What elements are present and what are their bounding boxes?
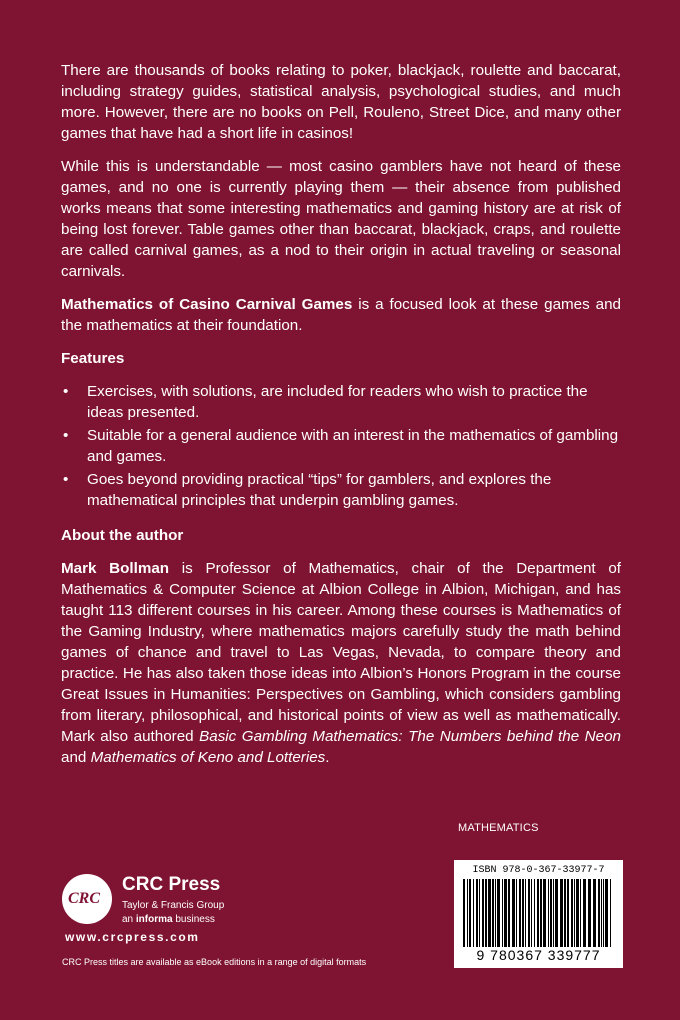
intro-paragraph-3-text: is a focused look at these games and the mathematics at their foundation. xyxy=(61,296,621,334)
isbn-label: ISBN 978-0-367-33977-7 xyxy=(472,865,605,876)
ebook-note: CRC Press titles are available as eBook editions in a range of digital formats xyxy=(62,957,367,967)
author-bio-text: is Professor of Mathematics, chair of the Department of Mathematics & Computer Science at Albion College in Albion, Michigan, and has taught 113 different courses in his career. Among these courses is Mathematics of the Gaming Industry, where mathematics majors carefully study the math behind games of chance and travel to Las Vegas, Nevada, to compare theory and practice. He has also taken those ideas into Albion’s Honors Program in the course Great Issues in Humanities: Perspectives on Gambling, which considers gambling from literary, philosophical, and historical points of view as well as mathematically. Mark also authored xyxy=(61,560,622,745)
isbn-digits: 9 780367 339777 xyxy=(476,947,601,963)
crc-logo-text: CRC xyxy=(68,890,101,907)
intro-paragraph-2: While this is understandable — most casino gamblers have not heard of these games, and no one is currently playing them — their absence from published works means that some interesting mathematics and gaming history are at risk of being lost forever. Table games other than baccarat, blackjack, craps, and roulette are called carnival games, as a nod to their origin in actual traveling or seasonal carnivals. xyxy=(61,158,621,280)
book-title: Mathematics of Casino Carnival Games xyxy=(61,296,353,313)
intro-paragraph-3 xyxy=(61,294,621,336)
author-bio-and: and xyxy=(61,749,91,766)
author-name: Mark Bollman xyxy=(61,560,170,577)
publisher-logo-block xyxy=(62,874,362,954)
author-bio-end: . xyxy=(325,749,330,766)
informa-brand: informa xyxy=(135,914,173,925)
back-cover-text xyxy=(61,60,621,780)
publisher-group: Taylor & Francis Group xyxy=(122,900,225,911)
crc-logo-icon xyxy=(62,874,112,924)
feature-item: • Goes beyond providing practical “tips” for gamblers, and explores the mathematical principles that underpin gambling games. xyxy=(61,469,621,511)
publisher-business-suffix: business xyxy=(172,914,215,925)
feature-item: • Suitable for a general audience with an interest in the mathematics of gambling and games. xyxy=(61,425,621,467)
publisher-url[interactable]: www.crcpress.com xyxy=(65,930,200,944)
author-book-1: Basic Gambling Mathematics: The Numbers behind the Neon xyxy=(199,728,621,745)
author-book-2: Mathematics of Keno and Lotteries xyxy=(90,749,326,766)
author-heading: About the author xyxy=(61,527,184,544)
publisher-name: CRC Press xyxy=(122,874,221,895)
barcode-bars xyxy=(463,879,615,947)
intro-paragraph-1: There are thousands of books relating to poker, blackjack, roulette and baccarat, including strategy guides, statistical analysis, psychological studies, and much more. However, there are no books on Pell, Rouleno, Street Dice, and many other games that have had a short life in casinos! xyxy=(61,62,621,142)
features-heading: Features xyxy=(61,350,125,367)
publisher-business xyxy=(122,914,215,925)
publisher-business-prefix: an xyxy=(122,914,136,925)
features-list xyxy=(61,381,621,511)
subject-category: MATHEMATICS xyxy=(458,822,539,834)
feature-item: • Exercises, with solutions, are included for readers who wish to practice the ideas presented. xyxy=(61,381,621,423)
author-bio xyxy=(61,558,621,768)
isbn-barcode xyxy=(454,860,623,968)
